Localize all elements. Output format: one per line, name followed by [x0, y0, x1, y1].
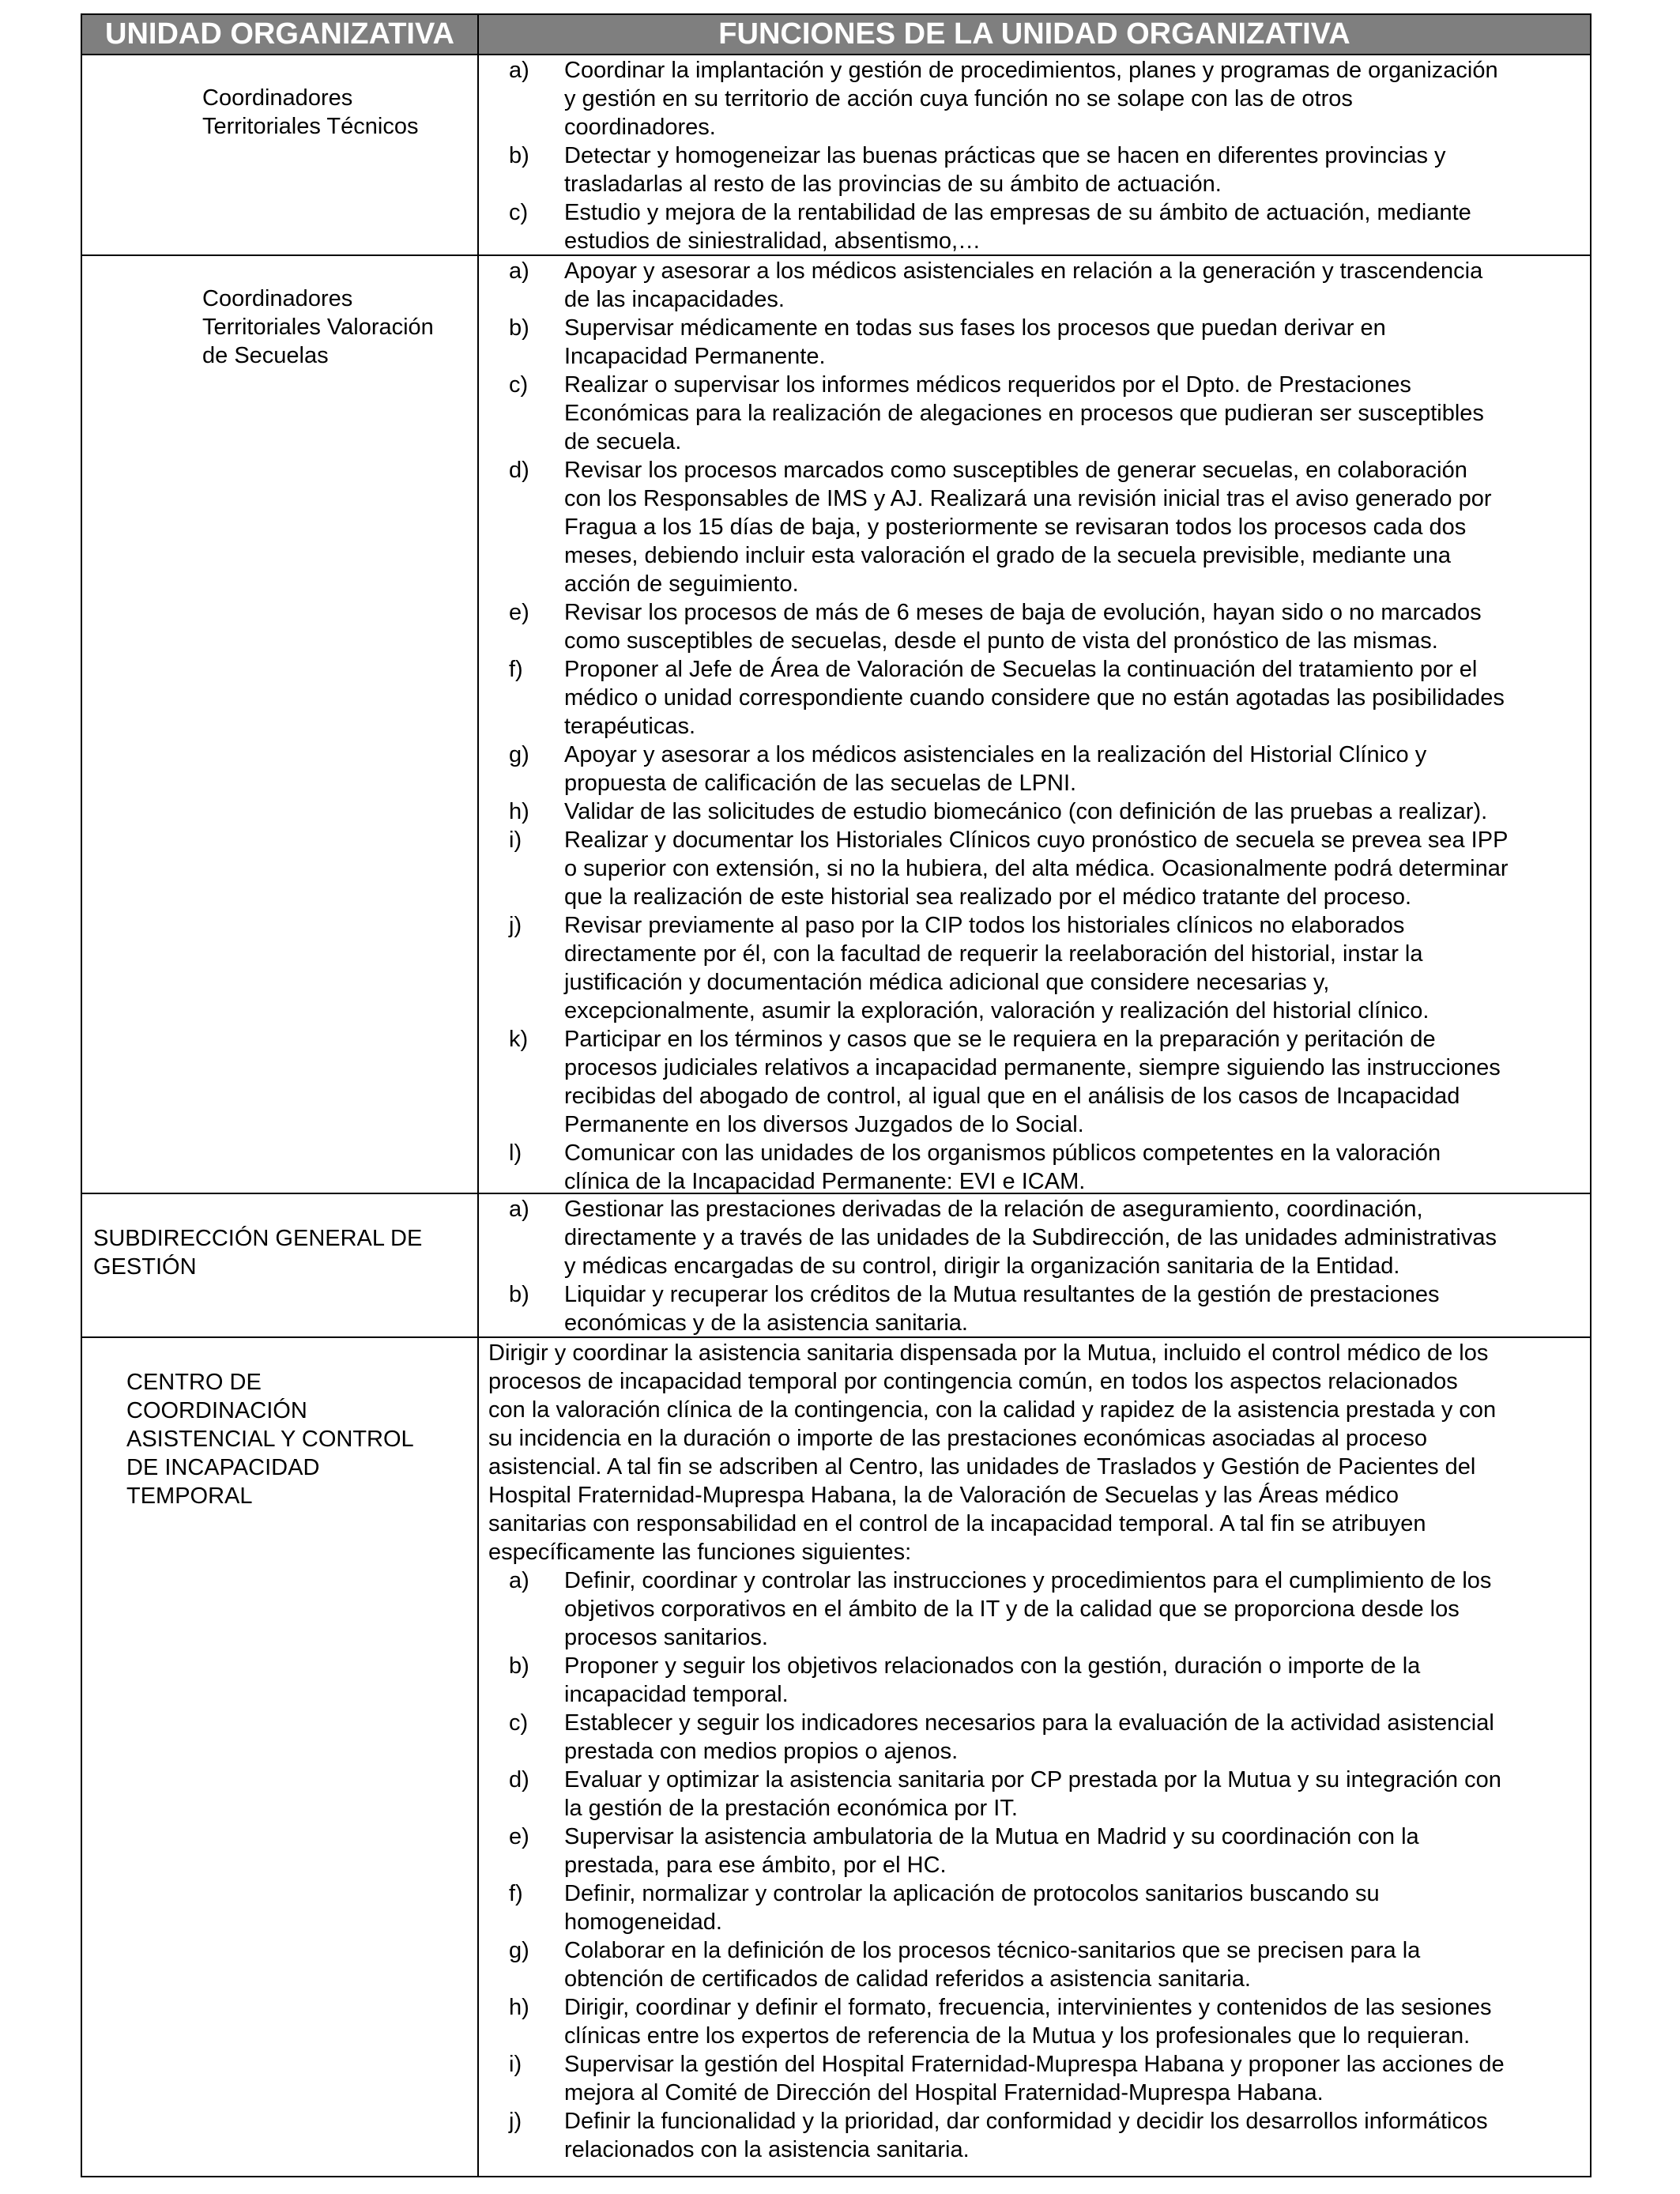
list-item: c) Estudio y mejora de la rentabilidad de las empresas de su ámbito de actuación, mediante estudios de siniestralidad, absentismo,…: [509, 200, 1471, 254]
list-item: h) Dirigir, coordinar y definir el formato, frecuencia, intervinientes y contenidos de las sesiones clínicas entre los expertos de referencia de la Mutua y los profesionales que lo requieran.: [509, 1995, 1492, 2049]
list-item: a) Apoyar y asesorar a los médicos asistenciales en relación a la generación y trascendencia de las incapacidades.: [509, 258, 1483, 312]
list-item: h) Validar de las solicitudes de estudio biomecánico (con definición de las pruebas a realizar).: [509, 799, 1488, 824]
unit-coordinadores-tecnicos: Coordinadores Territoriales Técnicos: [202, 85, 419, 139]
list-item: f) Proponer al Jefe de Área de Valoración de Secuelas la continuación del tratamiento por el médico o unidad correspondiente cuando considere que no están agotadas las posibilidades terapéuticas.: [509, 657, 1505, 739]
list-item: d) Revisar los procesos marcados como susceptibles de generar secuelas, en colaboración con los Responsables de IMS y AJ. Realizará una revisión inicial tras el aviso generado por Fragua a los 15 días de baja, y posteriormente se revisaran todos los procesos cada dos meses, debiendo incluir esta valoración el grado de la secuela previsible, mediante una acción de seguimiento.: [509, 458, 1492, 597]
unit-subdireccion-gestion: SUBDIRECCIÓN GENERAL DE GESTIÓN: [93, 1226, 423, 1280]
list-item: l) Comunicar con las unidades de los organismos públicos competentes en la valoración clínica de la Incapacidad Permanente: EVI e ICAM.: [509, 1140, 1441, 1194]
header-unit: UNIDAD ORGANIZATIVA: [105, 17, 454, 51]
list-item: a) Definir, coordinar y controlar las instrucciones y procedimientos para el cumplimiento de los objetivos corporativos en el ámbito de la IT y de la calidad que se proporciona desde los procesos sanitarios.: [509, 1568, 1492, 1650]
list-item: e) Revisar los procesos de más de 6 meses de baja de evolución, hayan sido o no marcados como susceptibles de secuelas, desde el punto de vista del pronóstico de las mismas.: [509, 600, 1482, 654]
list-item: g) Colaborar en la definición de los procesos técnico-sanitarios que se precisen para la obtención de certificados de calidad referidos a asistencia sanitaria.: [509, 1938, 1421, 1992]
list-item: b) Detectar y homogeneizar las buenas prácticas que se hacen en diferentes provincias y trasladarlas al resto de las provincias de su ámbito de actuación.: [509, 143, 1446, 197]
list-item: g) Apoyar y asesorar a los médicos asistenciales en la realización del Historial Clínico y propuesta de calificación de las secuelas de LPNI.: [509, 742, 1427, 796]
list-item: b) Proponer y seguir los objetivos relacionados con la gestión, duración o importe de la incapacidad temporal.: [509, 1653, 1421, 1707]
list-item: e) Supervisar la asistencia ambulatoria de la Mutua en Madrid y su coordinación con la prestada, para ese ámbito, por el HC.: [509, 1824, 1419, 1878]
centro-intro-paragraph: Dirigir y coordinar la asistencia sanitaria dispensada por la Mutua, incluido el control médico de los procesos de incapacidad temporal por contingencia común, en todos los aspectos relacionados con la valoración clínica de la contingencia, con la calidad y rapidez de la asistencia prestada y con su incidencia en la duración o importe de las prestaciones económicas asociadas al proceso asistencial. A tal fin se adscriben al Centro, las unidades de Traslados y Gestión de Pacientes del Hospital Fraternidad-Muprespa Habana, la de Valoración de Secuelas y las Áreas médico sanitarias con responsabilidad en el control de la incapacidad temporal. A tal fin se atribuyen específicamente las funciones siguientes:: [488, 1340, 1497, 1565]
list-item: b) Liquidar y recuperar los créditos de la Mutua resultantes de la gestión de prestaciones económicas y de la asistencia sanitaria.: [509, 1282, 1440, 1336]
list-item: j) Definir la funcionalidad y la prioridad, dar conformidad y decidir los desarrollos informáticos relacionados con la asistencia sanitaria.: [509, 2109, 1488, 2162]
list-item: a) Gestionar las prestaciones derivadas de la relación de aseguramiento, coordinación, directamente y a través de las unidades de la Subdirección, de las unidades administrativas y médicas encargadas de su control, dirigir la organización sanitaria de la Entidad.: [509, 1197, 1497, 1279]
list-item: j) Revisar previamente al paso por la CIP todos los historiales clínicos no elaborados directamente por él, con la facultad de requerir la reelaboración del historial, instar la justificación y documentación médica adicional que considere necesarias y, excepcionalmente, asumir la exploración, valoración y realización del historial clínico.: [509, 913, 1430, 1023]
functions-row-4: [492, 1566, 1582, 2164]
functions-row-2: [492, 257, 1582, 1196]
list-item: c) Establecer y seguir los indicadores necesarios para la evaluación de la actividad asistencial prestada con medios propios o ajenos.: [509, 1710, 1494, 1764]
unit-centro-coordinacion: CENTRO DE COORDINACIÓN ASISTENCIAL Y CONTROL DE INCAPACIDAD TEMPORAL: [126, 1370, 414, 1509]
functions-row-1: [492, 56, 1582, 255]
list-item: a) Coordinar la implantación y gestión de procedimientos, planes y programas de organización y gestión en su territorio de acción cuya función no se solape con las de otros coordinadores.: [509, 58, 1498, 140]
list-item: i) Realizar y documentar los Historiales Clínicos cuyo pronóstico de secuela se prevea sea IPP o superior con extensión, si no la hubiera, del alta médica. Ocasionalmente podrá determinar que la realización de este historial sea realizado por el médico tratante del proceso.: [509, 827, 1509, 910]
unit-coordinadores-secuelas: Coordinadores Territoriales Valoración de Secuelas: [202, 286, 434, 368]
list-item: c) Realizar o supervisar los informes médicos requeridos por el Dpto. de Prestaciones Económicas para la realización de alegaciones en procesos que pudieran ser susceptibles de secuela.: [509, 372, 1484, 454]
table-header: [82, 15, 1590, 55]
column-divider: [477, 15, 479, 2176]
list-item: f) Definir, normalizar y controlar la aplicación de protocolos sanitarios buscando su homogeneidad.: [509, 1881, 1380, 1935]
functions-table: [81, 13, 1591, 2177]
list-item: b) Supervisar médicamente en todas sus fases los procesos que puedan derivar en Incapacidad Permanente.: [509, 315, 1386, 369]
header-functions: FUNCIONES DE LA UNIDAD ORGANIZATIVA: [718, 17, 1350, 51]
list-item: i) Supervisar la gestión del Hospital Fraternidad-Muprespa Habana y proponer las acciones de mejora al Comité de Dirección del Hospital Fraternidad-Muprespa Habana.: [509, 2052, 1505, 2105]
list-item: k) Participar en los términos y casos que se le requiera en la preparación y peritación de procesos judiciales relativos a incapacidad permanente, siempre siguiendo las instrucciones recibidas del abogado de control, al igual que en el análisis de los casos de Incapacidad Permanente en los diversos Juzgados de lo Social.: [509, 1027, 1501, 1137]
functions-row-3: [492, 1195, 1582, 1337]
list-item: d) Evaluar y optimizar la asistencia sanitaria por CP prestada por la Mutua y su integración con la gestión de la prestación económica por IT.: [509, 1767, 1501, 1821]
